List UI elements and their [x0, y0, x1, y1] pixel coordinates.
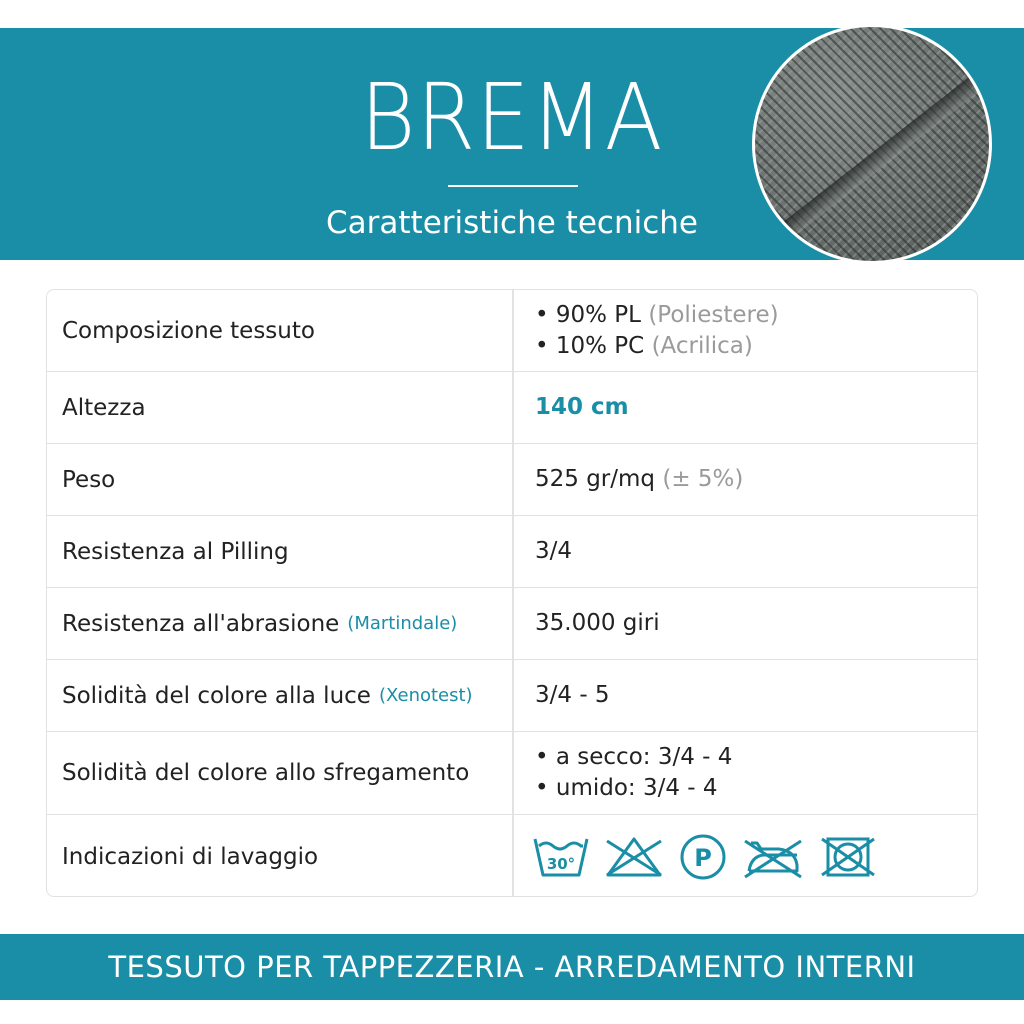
row-height — [47, 372, 977, 444]
value-abrasion — [535, 588, 660, 659]
wash-temp-label: 30° — [546, 854, 576, 873]
rub-fastness-wet: • umido: 3/4 - 4 — [535, 775, 718, 801]
product-subtitle: Caratteristiche tecniche — [326, 205, 698, 241]
value-light-fastness — [535, 660, 610, 731]
title-divider — [448, 185, 578, 187]
spec-table — [46, 289, 978, 897]
row-composition — [47, 290, 977, 372]
label-height: Altezza — [62, 394, 146, 421]
abrasion-value: 35.000 giri — [535, 610, 660, 636]
composition-line-2: • 10% PC — [535, 332, 645, 359]
height-value: 140 cm — [535, 394, 629, 420]
abrasion-label: Resistenza all'abrasione — [62, 610, 340, 637]
care-icons — [533, 833, 877, 881]
label-light-fastness — [62, 660, 473, 731]
value-pilling — [535, 516, 572, 587]
row-rub-fastness — [47, 732, 977, 815]
fabric-swatch-image — [752, 24, 992, 264]
composition-note-2: (Acrilica) — [651, 332, 753, 359]
row-pilling — [47, 516, 977, 588]
product-title: BREMA — [360, 64, 664, 171]
value-weight — [535, 444, 743, 515]
row-light-fastness — [47, 660, 977, 732]
value-rub-fastness — [535, 732, 732, 814]
composition-note-1: (Poliestere) — [648, 301, 779, 328]
abrasion-method: (Martindale) — [347, 613, 458, 634]
weight-tolerance: (± 5%) — [662, 466, 744, 492]
footer-text: TESSUTO PER TAPPEZZERIA - ARREDAMENTO INTERNI — [108, 950, 916, 984]
light-fastness-value: 3/4 - 5 — [535, 682, 610, 708]
no-tumble-dry-icon — [819, 835, 877, 879]
label-weight: Peso — [62, 466, 116, 493]
label-rub-fastness: Solidità del colore allo sfregamento — [62, 760, 470, 786]
value-height — [535, 372, 629, 443]
no-iron-icon — [741, 835, 805, 879]
label-abrasion — [62, 588, 457, 659]
footer-banner — [0, 934, 1024, 1000]
wash-30-icon — [533, 835, 589, 879]
weight-value: 525 gr/mq — [535, 466, 656, 492]
rub-fastness-dry: • a secco: 3/4 - 4 — [535, 744, 733, 770]
light-fastness-label: Solidità del colore alla luce — [62, 682, 371, 709]
value-washing — [533, 815, 877, 897]
label-washing: Indicazioni di lavaggio — [62, 843, 319, 870]
dry-clean-p-icon — [679, 833, 727, 881]
row-washing — [47, 815, 977, 897]
row-weight — [47, 444, 977, 516]
value-composition — [535, 290, 779, 371]
row-abrasion — [47, 588, 977, 660]
label-pilling: Resistenza al Pilling — [62, 538, 289, 565]
composition-line-1: • 90% PL — [535, 301, 641, 328]
dry-clean-letter: P — [694, 843, 712, 872]
no-bleach-icon — [603, 835, 665, 879]
pilling-value: 3/4 — [535, 538, 573, 564]
label-composition: Composizione tessuto — [62, 317, 315, 344]
light-fastness-method: (Xenotest) — [378, 685, 473, 706]
